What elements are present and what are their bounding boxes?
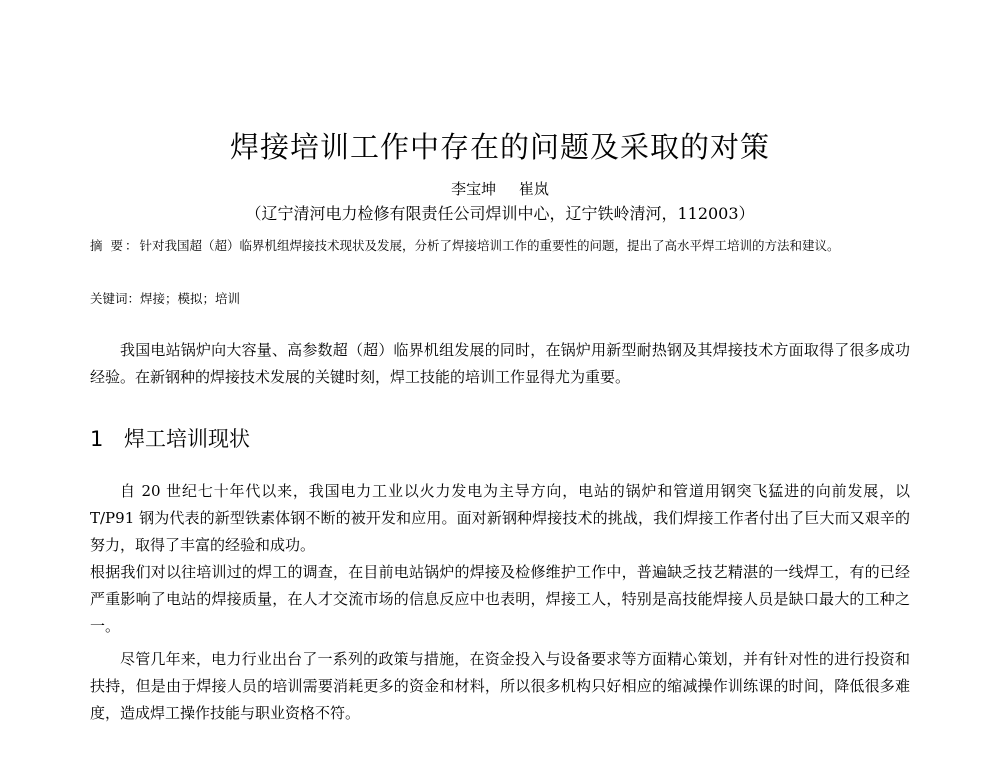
paper-authors: 李宝坤 崔岚 [451, 180, 549, 198]
section-1-heading [90, 423, 910, 453]
section-1-title: 焊工培训现状 [124, 427, 250, 451]
keywords-label: 关键词： [90, 291, 141, 306]
abstract-text: 针对我国超（超）临界机组焊接技术现状及发展，分析了焊接培训工作的重要性的问题，提出了高水平焊工培训的方法和建议。 [139, 238, 840, 253]
section-1-paragraph-1: 自 20 世纪七十年代以来，我国电力工业以火力发电为主导方向，电站的锅炉和管道用钢突飞猛进的向前发展，以 T/P91 钢为代表的新型铁素体钢不断的被开发和应用。面对新钢种焊接技术的挑战，我们焊接工作者付出了巨大而又艰辛的努力，取得了丰富的经验和成功。 [90, 482, 910, 554]
abstract-label: 摘 要： [90, 238, 140, 253]
keywords-text: 焊接；模拟；培训 [140, 291, 241, 306]
intro-paragraph: 我国电站锅炉向大容量、高参数超（超）临界机组发展的同时，在锅炉用新型耐热钢及其焊接技术方面取得了很多成功经验。在新钢种的焊接技术发展的关键时刻，焊工技能的培训工作显得尤为重要。 [90, 341, 910, 386]
abstract [90, 232, 910, 259]
section-1-paragraph-2: 根据我们对以往培训过的焊工的调查，在目前电站锅炉的焊接及检修维护工作中，普遍缺乏技艺精湛的一线焊工，有的已经严重影响了电站的焊接质量，在人才交流市场的信息反应中也表明，焊接工人，特别是高技能焊接人员是缺口最大的工种之一。 [90, 563, 910, 635]
paper-affiliation: （辽宁清河电力检修有限责任公司焊训中心，辽宁铁岭清河，112003） [245, 204, 755, 223]
paper-title: 焊接培训工作中存在的问题及采取的对策 [229, 130, 770, 164]
section-1-number: 1 [90, 427, 104, 451]
section-1-paragraph-3: 尽管几年来，电力行业出台了一系列的政策与措施，在资金投入与设备要求等方面精心策划，并有针对性的进行投资和扶持，但是由于焊接人员的培训需要消耗更多的资金和材料，所以很多机构只好相应的缩减操作训练课的时间，降低很多难度，造成焊工操作技能与职业资格不符。 [90, 650, 910, 722]
keywords [90, 289, 910, 307]
